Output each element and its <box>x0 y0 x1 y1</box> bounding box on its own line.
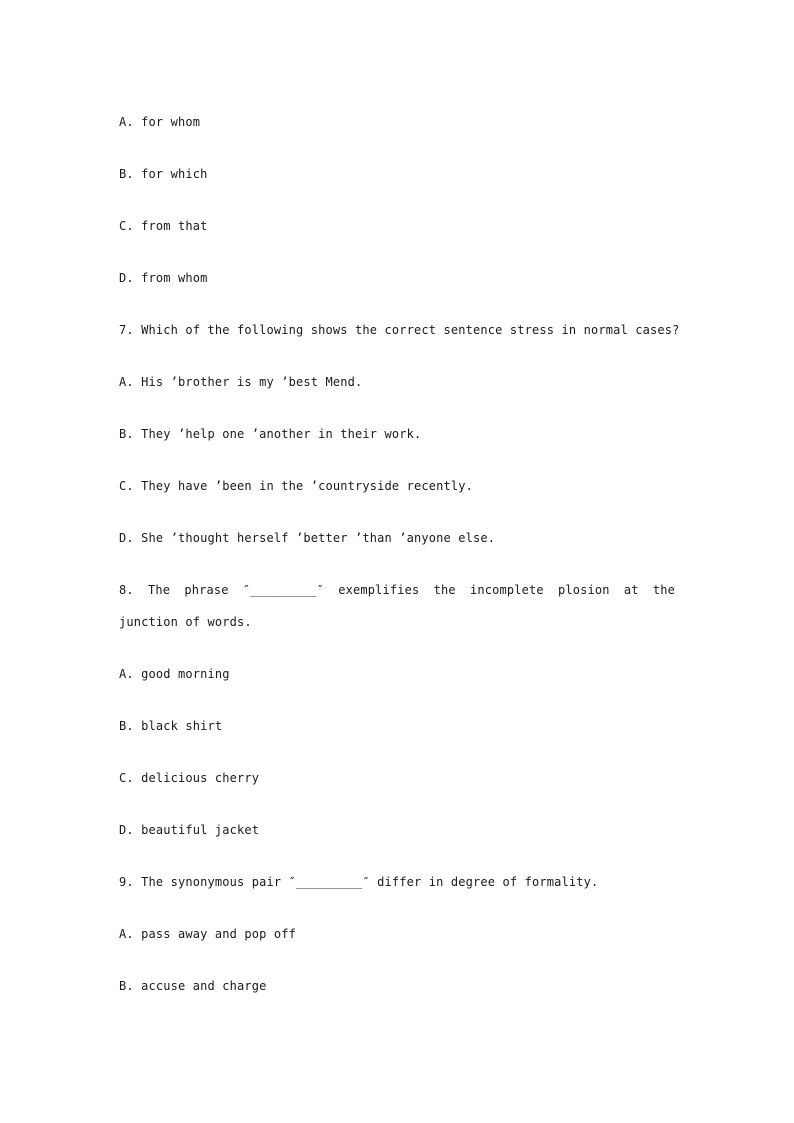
q6-option-c: C. from that <box>119 219 208 233</box>
q6-option-b: B. for which <box>119 167 208 181</box>
q7-option-c: C. They have ’been in the ’countryside recently. <box>119 479 473 493</box>
q8-option-c: C. delicious cherry <box>119 771 260 785</box>
q8-option-a: A. good morning <box>119 667 230 681</box>
q8-option-b: B. black shirt <box>119 719 223 733</box>
q7-option-a: A. His ’brother is my ’best Mend. <box>119 375 363 389</box>
q9-option-a: A. pass away and pop off <box>119 927 296 941</box>
q7-option-d: D. She ’thought herself ’better ’than ’anyone else. <box>119 531 496 545</box>
q7-option-b: B. They ’help one ’another in their work. <box>119 427 422 441</box>
q8-option-d: D. beautiful jacket <box>119 823 260 837</box>
q6-option-d: D. from whom <box>119 271 208 285</box>
q6-option-a: A. for whom <box>119 115 201 129</box>
q8-question: 8. The phrase ″_________″ exemplifies the incomplete plosion at the junction of words. <box>119 583 675 629</box>
q7-question: 7. Which of the following shows the correct sentence stress in normal cases? <box>119 323 680 337</box>
q9-option-b: B. accuse and charge <box>119 979 267 993</box>
q9-question: 9. The synonymous pair ″_________″ differ in degree of formality. <box>119 875 599 889</box>
